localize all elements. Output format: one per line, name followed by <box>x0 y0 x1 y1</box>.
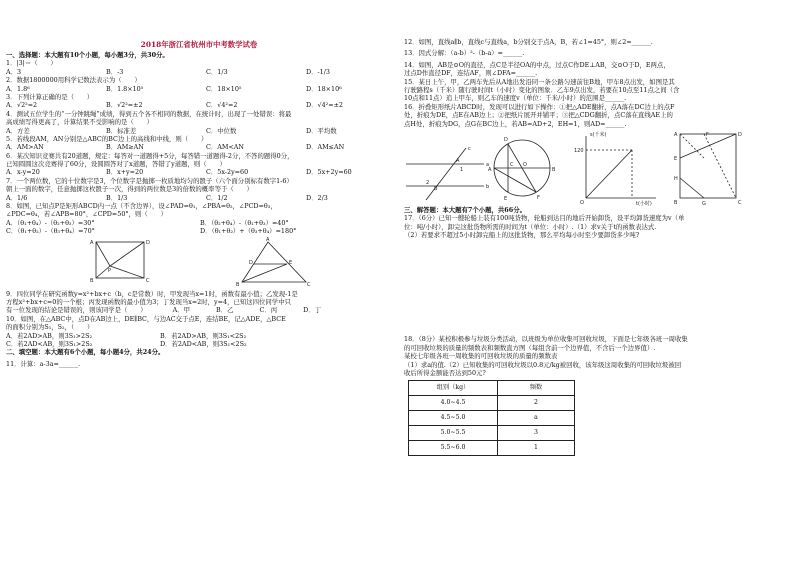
option: C．（θ₁+θ₂）-（θ₃+θ₄）=70° <box>6 227 95 236</box>
option: C．AM<AN <box>206 143 245 152</box>
q18-question1: （1）求a的值.（2）已知收集的可回收垃圾以0.8元/kg被回收，该年级这周收集的可回收垃圾被回 <box>404 360 682 369</box>
svg-text:B: B <box>552 166 556 173</box>
q5-text: 5．若线段AM，AN分别是△ABC的BC边上的高线和中线，则（ ） <box>6 134 208 143</box>
q10-text: 10．如图，在△ABC中，点D在AB边上，DE∥BC，与边AC交于点E，连结BE，记△ADE，△BCE <box>6 314 286 323</box>
q4-options <box>6 127 392 135</box>
q6-text-cont: 已知圆圆这次竞赛得了60分，设圆圆答对了x道题，答错了y道题，则（ ） <box>6 160 226 169</box>
svg-text:A: A <box>266 236 270 243</box>
q7-options <box>6 194 392 202</box>
svg-text:F: F <box>537 194 540 201</box>
option: A．若2AD>AB，则3S₁>2S₂ <box>6 331 93 340</box>
q4-text-cont: 高成绩写得更高了，计算结果不受影响的是（ ） <box>6 118 153 127</box>
q10-options-row1 <box>6 332 392 340</box>
option: B．1/3 <box>106 193 128 202</box>
q17-text-cont: 位：吨/小时），卸完这批货物所需的时间为t（单位：小时）.（1）求v关于t的函数表达式. <box>404 222 657 231</box>
q6-text: 6．某次知识竞赛共有20道题，规定：每答对一道题得+5分，每答错一道题得-2分，不答的题得0分， <box>6 151 294 160</box>
table-cell: 2 <box>498 396 575 411</box>
q16-rectangle-figure <box>680 131 736 198</box>
svg-text:B: B <box>674 199 678 206</box>
option: B．标准差 <box>106 126 137 135</box>
q13-text: 13．因式分解：（a-b）²-（b-a）=______. <box>404 49 525 58</box>
table-cell: 1 <box>498 441 575 456</box>
svg-text:C: C <box>307 281 311 288</box>
q11-text: 11．计算：a-3a=______. <box>6 359 81 368</box>
q4-text: 4．测试五位学生的“一分钟跳绳”成绩，得到五个各不相同的数据，在统计时，出现了一处错误：将最 <box>6 109 292 118</box>
q12-parallel-lines-figure <box>406 145 484 200</box>
q2-text: 2．数据1800000用科学记数法表示为（ ） <box>6 76 141 85</box>
q18-question2: 收后所得金额能否达到50元? <box>404 369 486 378</box>
q18-text-cont: 的可回收垃圾的质量的频数表和频数直方图（每组含前一个边界值，不含后一个边界值）. <box>404 343 656 352</box>
q7-text-cont: 朝上一面的数字，任意抛掷这枚骰子一次，得到的两位数是3的倍数的概率等于（ ） <box>6 185 253 194</box>
q18-text: 18．（8分）某校积极参与垃圾分类活动，以班级为单位收集可回收垃圾，下面是七年级各班一周收集 <box>404 335 688 344</box>
option: A．√2²=2 <box>6 101 38 110</box>
option: D．若2AD<AB，则3S₁<2S₂ <box>160 339 247 348</box>
option: C．丙 <box>259 306 278 315</box>
q16-text-cont2: 点H处，折痕为DG，点G在BC边上，若AB=AD+2，EH=1，则AD=______. <box>404 119 627 128</box>
q17-text-cont2: （2）若要求不超过5小时卸完船上的这批货物，那么平均每小时至少要卸货多少吨? <box>404 231 640 240</box>
q8-rectangle-figure <box>96 242 144 278</box>
svg-text:c: c <box>468 145 471 152</box>
q12-q16-figures <box>404 128 788 206</box>
svg-text:B: B <box>90 277 94 284</box>
option: D．（θ₁+θ₂）+（θ₃+θ₄）=180° <box>200 227 297 236</box>
section-3-heading: 三、解答题：本大题有7个小题，共66分。 <box>404 205 526 214</box>
table-row <box>409 411 575 426</box>
option: A．1/6 <box>6 193 28 202</box>
option: A．AM>AN <box>6 143 44 152</box>
svg-text:D: D <box>504 136 508 143</box>
q14-circle-figure <box>494 140 550 196</box>
option: A．1.8⁶ <box>6 84 30 93</box>
option: A．x-y=20 <box>6 168 40 177</box>
graph-origin: O <box>580 199 584 206</box>
table-cell: 5.5~6.0 <box>409 441 498 456</box>
graph-y-label: s(千米) <box>590 131 607 138</box>
svg-text:A: A <box>674 131 678 138</box>
svg-text:D: D <box>738 131 742 138</box>
q15-text-cont: 行驶路程s（千米）随行驶时间t（小时）变化的图象．乙车9点出发，若要在10点至11点之间（含 <box>404 85 680 94</box>
svg-text:2: 2 <box>426 179 430 186</box>
q10-text-cont: 的面积分别为S₁，S₂，（ ） <box>6 323 94 332</box>
option: B．1.8×10⁵ <box>106 84 144 93</box>
graph-x-label: t(小时) <box>636 200 652 206</box>
q5-options <box>6 143 392 151</box>
svg-text:E: E <box>504 195 508 202</box>
table-row <box>409 441 575 456</box>
right-column <box>404 38 788 456</box>
q14-figure-labels <box>488 137 556 202</box>
option: D．√4²=±2 <box>306 101 343 110</box>
q16-text: 16．折叠矩形纸片ABCD时，发现可以进行如下操作：①把△ADE翻折，点A落在DC边上的点F <box>404 102 675 111</box>
right-figures <box>404 128 788 206</box>
svg-text:A: A <box>456 157 460 164</box>
svg-text:O: O <box>523 161 527 168</box>
option: A．3 <box>6 67 22 76</box>
frequency-table <box>408 380 575 456</box>
option: A．（θ₁+θ₄）-（θ₂+θ₃）=30° <box>6 218 95 227</box>
q14-text-cont: 过点D作直径DF，连结AF，则∠DFA=______. <box>404 69 538 78</box>
option: B．乙 <box>216 306 234 315</box>
option: D．2/3 <box>306 193 328 202</box>
option: B．若2AD>AB，则3S₁<2S₂ <box>160 331 247 340</box>
left-column <box>6 0 392 368</box>
svg-text:B: B <box>236 281 240 288</box>
option: D．-1/3 <box>306 67 330 76</box>
svg-text:D: D <box>249 259 253 266</box>
q15-graph-figure <box>586 136 656 198</box>
option: B．-3 <box>106 67 124 76</box>
option: D．18×10⁶ <box>306 84 342 93</box>
q9-text-end: 有一位发现的结论是错误的，则该同学是（ ） <box>6 306 147 315</box>
q15-text-cont2: 10点和11点）追上甲车，则乙车的速度v（单位：千米/小时）的范围是______. <box>404 94 627 103</box>
q7-text: 7．一个两位数，它的十位数字是3，个位数字是抛掷一枚质地均匀的骰子（六个面分别标有数字1-6） <box>6 176 293 185</box>
rectangle-and-triangle-figures <box>6 236 392 290</box>
table-cell: 4.5~5.0 <box>409 411 498 426</box>
q16-figure-labels <box>674 132 742 206</box>
option: D．5x+2y=60 <box>306 168 352 177</box>
option: D．平均数 <box>306 126 337 135</box>
svg-text:H: H <box>674 175 678 182</box>
option: B．（θ₂+θ₄）-（θ₁+θ₃）=40° <box>200 218 289 227</box>
svg-text:D: D <box>146 239 150 246</box>
section-2-heading: 二、填空题：本大题有6个小题，每小题4分，共24分。 <box>6 348 165 357</box>
column-header: 组别（kg） <box>409 381 498 396</box>
svg-text:C: C <box>738 199 742 206</box>
table-row <box>409 396 575 411</box>
q16-text-cont: 处，折痕为DE，点E在AB边上；②把纸片展开并铺平；③把△CDG翻折，点C落在直线AE上的 <box>404 111 673 120</box>
option: B．√2²=±2 <box>106 101 143 110</box>
q12-text: 12．如图，直线a∥b，直线c与直线a，b分别交于点A，B，若∠1=45°，则∠2=______. <box>404 38 653 46</box>
option: C．若2AD<AB，则3S₁>2S₂ <box>6 339 93 348</box>
q9-text-cont: 方程x²+bx+c=0的一个根；丙发现函数的最小值为3；丁发现当x=2时，y=4，已知这四位同学中只 <box>6 297 291 306</box>
table-cell: 5.0~5.5 <box>409 426 498 441</box>
table-cell: 4.0~4.5 <box>409 396 498 411</box>
q17-text: 17．（6分）已知一艘轮船上装有100吨货物，轮船到达目的地后开始卸货，设平均卸货速度为v（单 <box>404 214 685 223</box>
option: D．丁 <box>303 306 322 315</box>
option: C．5x-2y=60 <box>206 168 249 177</box>
table-header-row <box>409 381 575 396</box>
graph-y-tick: 120 <box>574 147 584 154</box>
q2-options <box>6 85 392 93</box>
option: C．√4²=2 <box>206 101 238 110</box>
option: C．1/2 <box>206 193 228 202</box>
svg-text:A: A <box>90 239 94 246</box>
exam-title: 2018年浙江省杭州市中考数学试卷 <box>140 40 258 49</box>
q9-text-cont2 <box>6 306 392 314</box>
svg-text:B: B <box>434 185 438 192</box>
section-1-heading: 一、选择题：本大题有10个小题，每小题3分，共30分。 <box>6 51 169 59</box>
q8-q10-figures <box>6 236 392 290</box>
svg-text:a: a <box>486 161 490 168</box>
table-row <box>409 426 575 441</box>
svg-text:E: E <box>674 155 678 162</box>
option: C．中位数 <box>206 126 237 135</box>
table-cell: 3 <box>498 426 575 441</box>
q15-text: 15．某日上午，甲，乙两车先后从A地出发沿同一条公路匀速前往B地，甲车8点出发，如图是其 <box>404 77 675 86</box>
q8-options-row1 <box>6 219 392 227</box>
q14-text: 14．如图，AB是⊙O的直径，点C是半径OA的中点，过点C作DE⊥AB，交⊙O于D，E两点， <box>404 60 670 69</box>
svg-text:G: G <box>702 200 706 206</box>
svg-text:C: C <box>146 277 150 284</box>
svg-text:P: P <box>108 267 112 274</box>
q8-options-row2 <box>6 227 392 235</box>
option: C．18×10⁵ <box>206 84 242 93</box>
svg-text:1: 1 <box>460 166 464 173</box>
q12-figure-labels <box>426 146 489 192</box>
q1-options <box>6 68 392 76</box>
q9-text: 9．四位同学在研究函数y=x²+bx+c（b，c是常数）时，甲发现当x=1时，函数有最小值；乙发现-1是 <box>6 289 298 298</box>
option: B．x+y=20 <box>106 168 144 177</box>
option: C．1/3 <box>206 67 228 76</box>
table-cell: a <box>498 411 575 426</box>
q10-options-row2 <box>6 340 392 348</box>
column-header: 频数 <box>498 381 575 396</box>
q6-options <box>6 168 392 176</box>
svg-text:C: C <box>510 161 514 168</box>
option: B．AM≥AN <box>106 143 144 152</box>
q1-text: 1．|3|＝（ ） <box>6 59 57 68</box>
q18-table-caption: 某校七年级各班一周收集的可回收垃圾的质量的频数表 <box>404 352 558 361</box>
svg-text:b: b <box>486 183 490 190</box>
option: D．AM≤AN <box>306 143 345 152</box>
option: A．甲 <box>172 306 190 315</box>
svg-text:E: E <box>289 259 293 266</box>
option: A．方差 <box>6 126 30 135</box>
q3-text: 3．下列计算正确的是（ ） <box>6 92 94 101</box>
q3-options <box>6 101 392 109</box>
svg-text:A: A <box>488 166 492 173</box>
q8-text: 8．如图，已知点P是矩形ABCD内一点（不含边界），设∠PAD=θ₁，∠PBA=θ₂，∠PCD=θ₃， <box>6 202 277 211</box>
q10-figure-labels <box>236 237 311 288</box>
q8-text-cont: ∠PDC=θ₄，若∠APB=80°，∠CPD=50°，则（ ） <box>6 210 167 219</box>
svg-text:F: F <box>706 131 709 138</box>
